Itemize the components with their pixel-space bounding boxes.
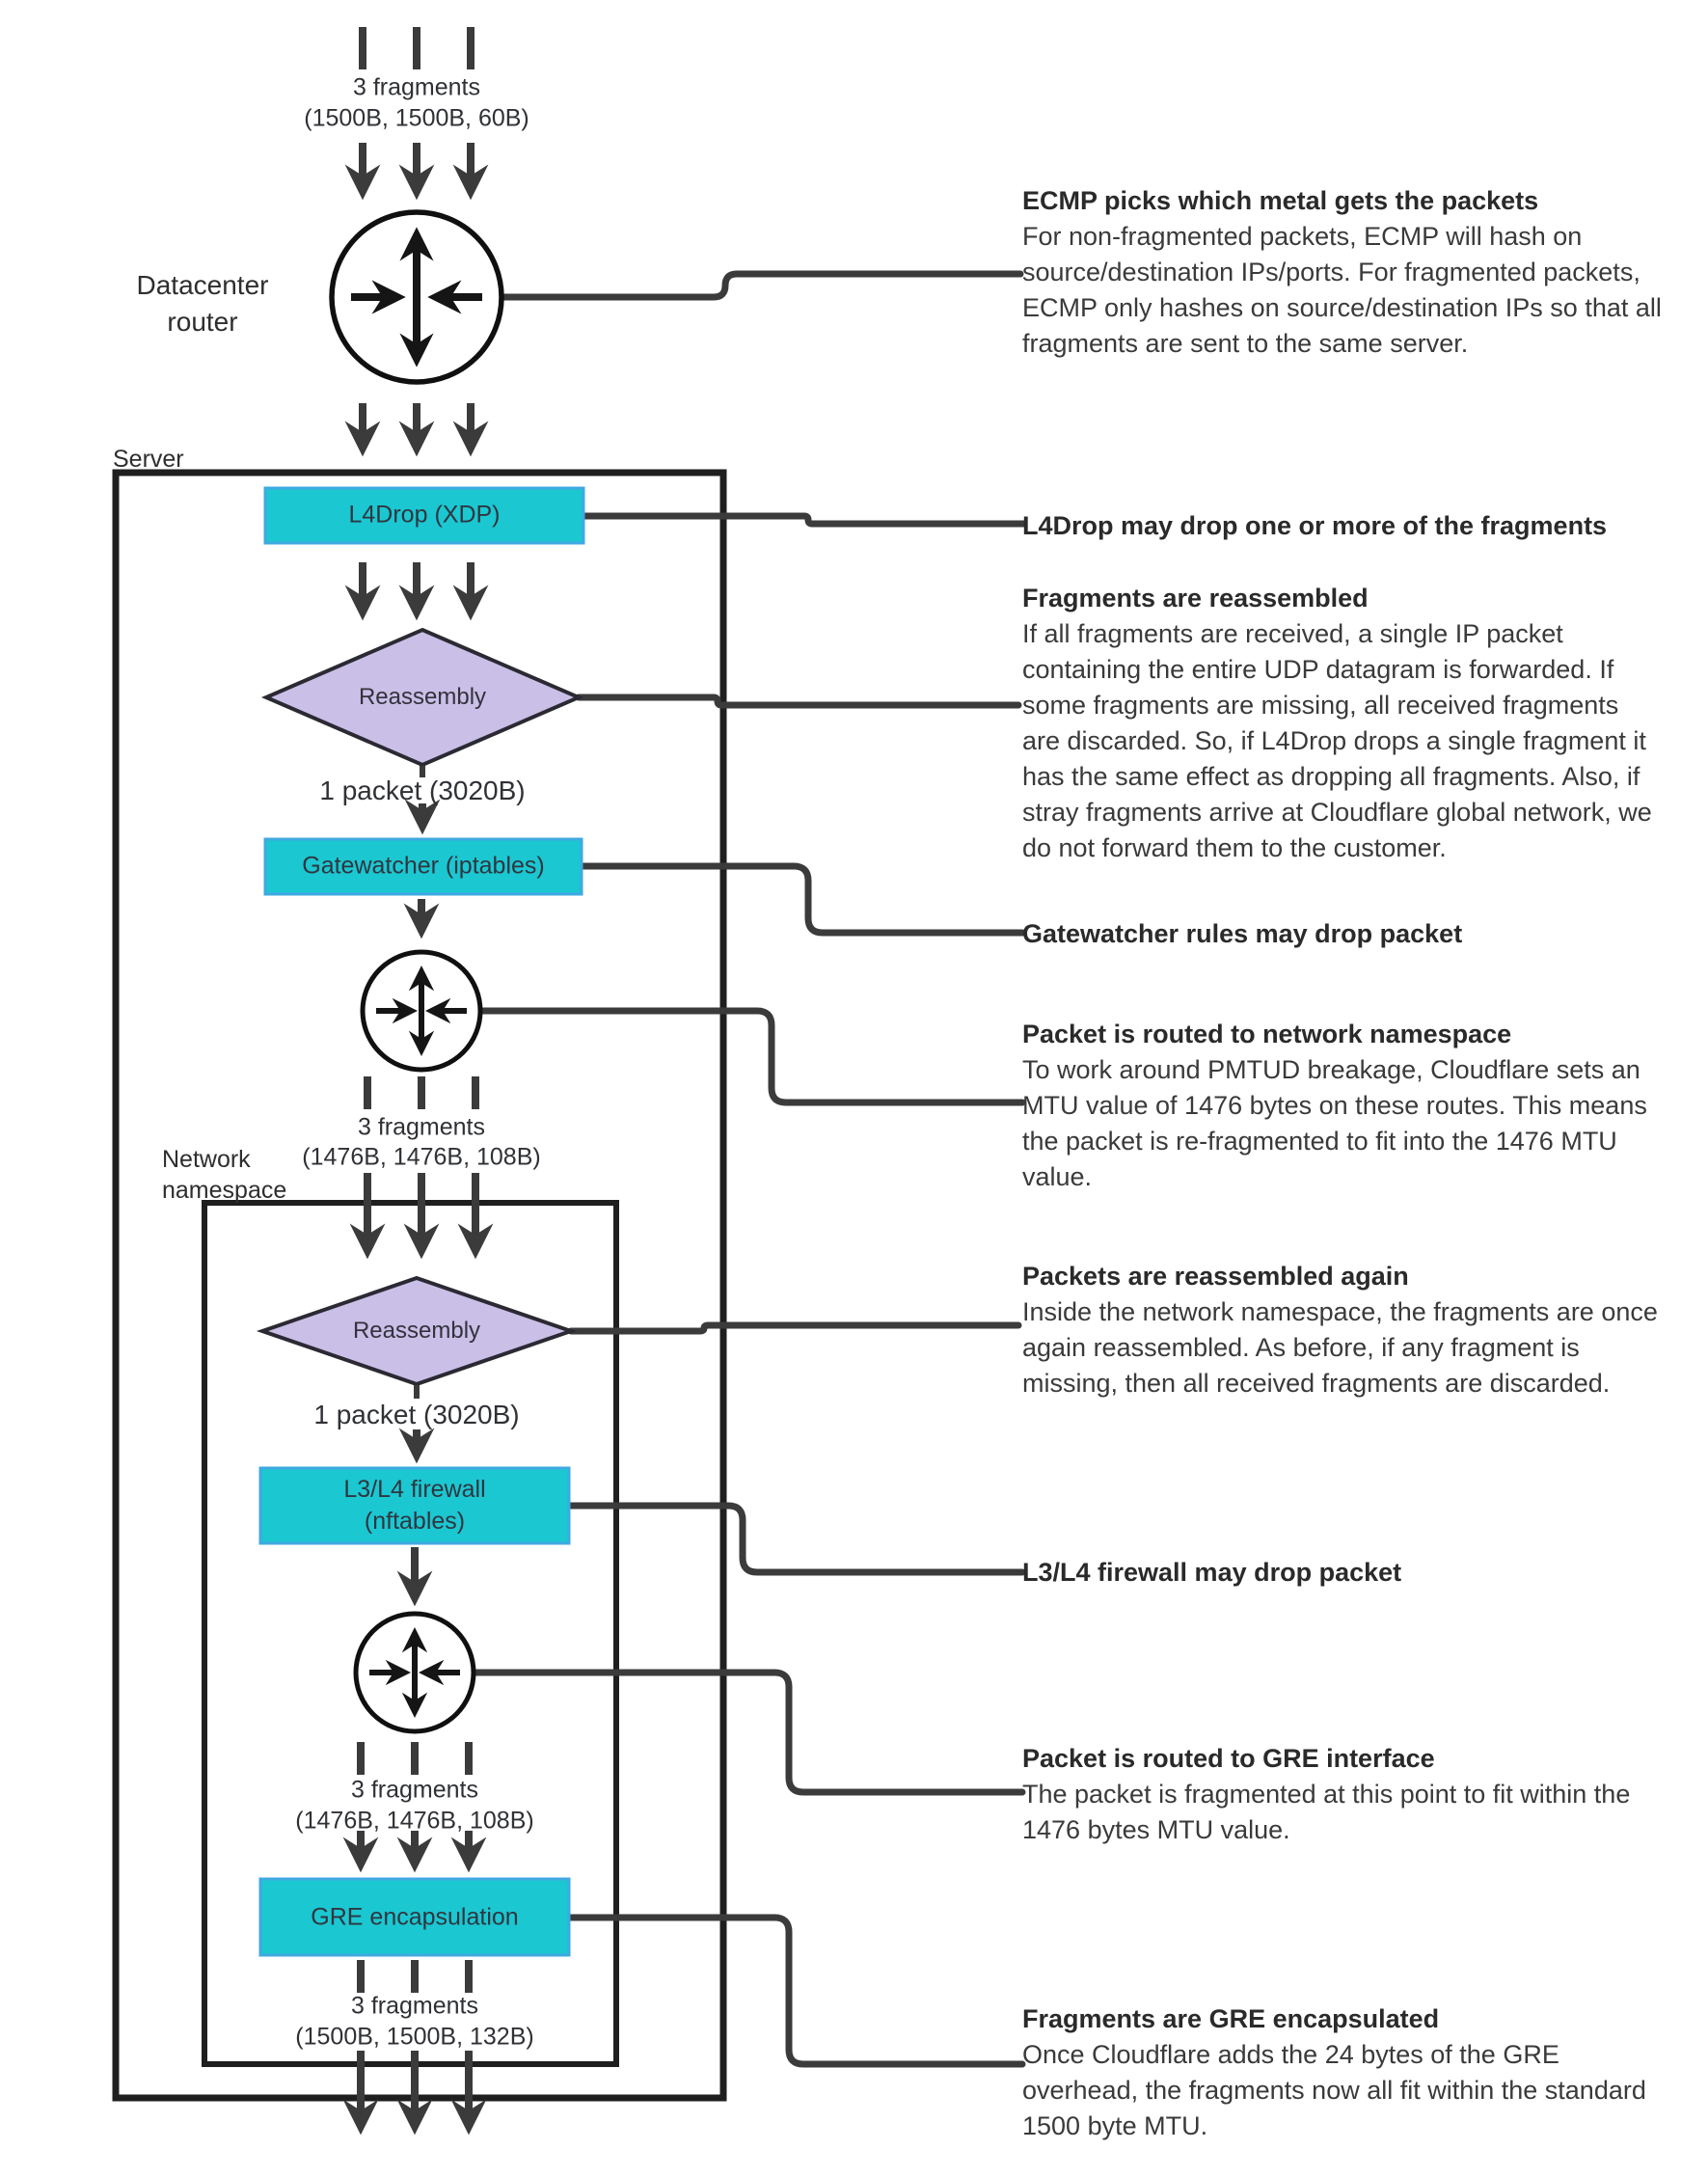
annotation-ecmp-line: source/destination IPs/ports. For fragmented packets, (1022, 258, 1640, 286)
annotation-reassembly-2-line: missing, then all received fragments are discarded. (1022, 1369, 1611, 1398)
namespace-fragment-stubs (367, 1076, 475, 1109)
annotation-reassembly-1-line: containing the entire UDP datagram is forwarded. If (1022, 655, 1614, 684)
annotation-route-namespace-title: Packet is routed to network namespace (1022, 1020, 1512, 1048)
reassembly-label-2: Reassembly (352, 1318, 481, 1344)
annotation-route-namespace-line: To work around PMTUD breakage, Cloudflare sets an (1022, 1055, 1640, 1084)
arrows-into-reassembly-1 (363, 562, 471, 606)
annotation-ecmp-line: ECMP only hashes on source/destination IPs so that all (1022, 293, 1662, 322)
gre-fragment-stubs (361, 1742, 469, 1775)
annotation-l3l4-title: L3/L4 firewall may drop packet (1022, 1558, 1402, 1587)
annotation-gre-encap-line: 1500 byte MTU. (1022, 2111, 1208, 2140)
packet-label-1: 1 packet (3020B) (319, 776, 526, 805)
annotation-ecmp-title: ECMP picks which metal gets the packets (1022, 186, 1539, 215)
out-fragments-sizes-label: (1500B, 1500B, 132B) (295, 2023, 534, 2051)
connector-gre-encap (569, 1918, 1022, 2064)
annotation-l4drop (1022, 508, 1697, 544)
l3l4-firewall-label (343, 1474, 485, 1538)
gre-in-fragments-count-label: 3 fragments (350, 1776, 479, 1804)
annotation-reassembly-1-line: has the same effect as dropping all fragments. Also, if (1022, 762, 1640, 791)
annotation-reassembly-2-line: again reassembled. As before, if any fragment is (1022, 1333, 1580, 1362)
gre-encapsulation-label: GRE encapsulation (311, 1903, 519, 1931)
annotation-gre-encap (1022, 2001, 1697, 2144)
network-namespace-label (162, 1144, 286, 1206)
mid-fragments-sizes-label: (1476B, 1476B, 108B) (302, 1143, 541, 1171)
annotation-reassembly-2 (1022, 1259, 1697, 1401)
arrows-into-namespace (367, 1173, 475, 1244)
annotation-route-namespace-line: value. (1022, 1162, 1093, 1191)
packet-label-2: 1 packet (3020B) (313, 1400, 520, 1429)
output-fragment-stubs (361, 1960, 469, 1993)
annotation-gre-encap-line: overhead, the fragments now all fit within the standard (1022, 2076, 1646, 2105)
connector-route-gre (474, 1673, 1022, 1792)
annotation-reassembly-1-line: do not forward them to the customer. (1022, 833, 1447, 862)
reassembly-label-1: Reassembly (358, 684, 487, 710)
annotation-reassembly-1 (1022, 581, 1697, 866)
server-label: Server (113, 446, 184, 473)
annotation-route-namespace-line: MTU value of 1476 bytes on these routes. This means (1022, 1091, 1647, 1120)
annotation-reassembly-2-title: Packets are reassembled again (1022, 1262, 1409, 1291)
annotation-reassembly-1-line: If all fragments are received, a single IP packet (1022, 619, 1563, 648)
top-fragment-stubs (363, 27, 471, 69)
annotation-reassembly-1-line: stray fragments arrive at Cloudflare global network, we (1022, 798, 1652, 827)
annotation-ecmp-line: For non-fragmented packets, ECMP will hash on (1022, 222, 1583, 251)
annotation-ecmp (1022, 183, 1697, 362)
annotation-gre-encap-title: Fragments are GRE encapsulated (1022, 2004, 1440, 2033)
gre-in-fragments-sizes-label: (1476B, 1476B, 108B) (295, 1807, 534, 1835)
router-icon-gre-route (356, 1614, 474, 1731)
top-fragments-count-label: 3 fragments (352, 73, 481, 101)
arrows-into-datacenter-router (363, 143, 471, 185)
arrows-out-of-server (361, 2051, 469, 2120)
annotation-route-gre (1022, 1741, 1697, 1848)
annotation-reassembly-2-line: Inside the network namespace, the fragments are once (1022, 1297, 1658, 1326)
datacenter-router-label (82, 267, 323, 340)
arrows-into-server (363, 403, 471, 442)
connector-reassembly-2 (571, 1325, 1018, 1331)
connector-route-namespace (480, 1011, 1022, 1102)
mid-fragments-count-label: 3 fragments (357, 1113, 486, 1141)
connector-gatewatcher (582, 866, 1022, 933)
l3l4-firewall-label-line2: (nftables) (364, 1508, 466, 1535)
datacenter-router-label-line1: Datacenter (136, 270, 269, 300)
annotation-l3l4 (1022, 1555, 1697, 1591)
out-fragments-count-label: 3 fragments (350, 1992, 479, 2020)
annotation-ecmp-line: fragments are sent to the same server. (1022, 329, 1469, 358)
top-fragments-sizes-label: (1500B, 1500B, 60B) (304, 104, 529, 132)
router-icon-datacenter (332, 212, 502, 382)
annotation-l4drop-title: L4Drop may drop one or more of the fragments (1022, 511, 1608, 540)
network-namespace-label-line1: Network (162, 1146, 251, 1173)
annotation-route-namespace-line: the packet is re-fragmented to fit into the 1476 MTU (1022, 1127, 1617, 1156)
annotation-route-gre-line: The packet is fragmented at this point to fit within the (1022, 1780, 1631, 1809)
annotation-route-namespace (1022, 1017, 1697, 1195)
annotation-route-gre-line: 1476 bytes MTU value. (1022, 1815, 1290, 1844)
l3l4-firewall-label-line1: L3/L4 firewall (343, 1476, 486, 1503)
datacenter-router-label-line2: router (167, 307, 238, 337)
annotation-reassembly-1-line: are discarded. So, if L4Drop drops a single fragment it (1022, 726, 1646, 755)
connector-l3l4 (569, 1506, 1022, 1572)
connector-ecmp (502, 274, 1020, 297)
annotation-gatewatcher-title: Gatewatcher rules may drop packet (1022, 919, 1463, 948)
annotation-route-gre-title: Packet is routed to GRE interface (1022, 1744, 1435, 1773)
router-icon-namespace-route (363, 952, 480, 1070)
annotation-reassembly-1-title: Fragments are reassembled (1022, 584, 1369, 612)
annotation-reassembly-1-line: some fragments are missing, all received fragments (1022, 691, 1619, 720)
network-namespace-label-line2: namespace (162, 1177, 287, 1204)
connector-reassembly-1 (579, 697, 1018, 705)
l4drop-label: L4Drop (XDP) (348, 501, 501, 529)
connector-l4drop (583, 516, 1024, 524)
gatewatcher-label: Gatewatcher (iptables) (302, 852, 545, 880)
annotation-gre-encap-line: Once Cloudflare adds the 24 bytes of the GRE (1022, 2040, 1559, 2069)
annotation-gatewatcher (1022, 916, 1697, 952)
